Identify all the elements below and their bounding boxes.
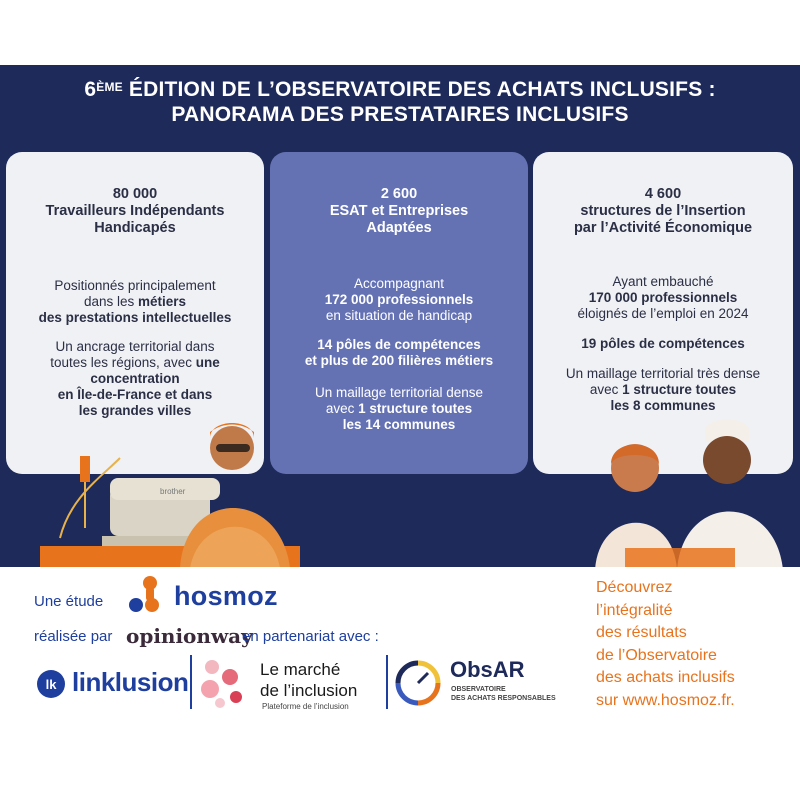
card-heading: 2 600 ESAT et Entreprises Adaptées — [329, 186, 469, 236]
website-link[interactable]: sur www.hosmoz.fr. — [596, 691, 735, 709]
card-heading: 80 000 Travailleurs Indépendants Handicapés — [45, 186, 225, 236]
linklusion-logo-text: linklusion — [72, 667, 189, 697]
page-title: 6ÈME ÉDITION DE L’OBSERVATOIRE DES ACHATS INCLUSIFS : PANORAMA DES PRESTATAIRES INCLUSIFS — [84, 78, 716, 126]
card-paragraph: Positionnés principalement dans les métiers des prestations intellectuelles — [38, 278, 232, 325]
svg-text:brother: brother — [160, 487, 186, 496]
partnership-label: en partenariat avec : — [242, 628, 379, 645]
linklusion-logo-icon — [36, 669, 66, 699]
study-label: Une étude — [34, 593, 104, 610]
card-paragraph: Un ancrage territorial dans toutes les régions, avec une concentration en Île-de-France et dans les grandes villes — [50, 339, 220, 418]
card-paragraph: Accompagnant 172 000 professionnels en situation de handicap — [324, 276, 474, 323]
card-paragraph: 14 pôles de compétences et plus de 200 filières métiers — [304, 337, 494, 368]
stat-card-esat — [270, 152, 528, 474]
marche-inclusion-tagline: Plateforme de l’inclusion — [262, 702, 349, 711]
card-paragraph: Ayant embauché 170 000 professionnels éloignés de l’emploi en 2024 — [577, 274, 749, 321]
opinionway-logo: opinionway — [126, 624, 253, 648]
sewing-worker-photo — [40, 418, 300, 570]
marche-inclusion-logo-text: Le marché de l’inclusion — [260, 660, 358, 700]
divider — [386, 655, 388, 709]
card-paragraph: Un maillage territorial très dense avec 1 structure toutes les 8 communes — [565, 366, 761, 413]
hosmoz-logo-text: hosmoz — [174, 581, 278, 611]
cta-text: Découvrez l’intégralité des résultats de l’Observatoire des achats inclusifs sur www.hosmoz.fr. — [596, 577, 735, 712]
obsar-tagline: OBSERVATOIRE DES ACHATS RESPONSABLES — [451, 686, 556, 702]
card-paragraph: Un maillage territorial dense avec 1 structure toutes les 14 communes — [314, 385, 484, 432]
cooks-photo — [585, 412, 785, 570]
obsar-logo-icon — [394, 659, 442, 707]
footer-credits — [0, 567, 800, 737]
divider — [190, 655, 192, 709]
obsar-logo-text: ObsAR — [450, 657, 525, 682]
card-heading: 4 600 structures de l’Insertion par l’Activité Économique — [573, 186, 753, 236]
realized-by-label: réalisée par — [34, 628, 113, 645]
hosmoz-logo-icon — [128, 575, 168, 617]
svg-text:lk: lk — [45, 677, 57, 692]
card-paragraph: 19 pôles de compétences — [581, 336, 745, 351]
marche-inclusion-logo-icon — [198, 657, 252, 711]
